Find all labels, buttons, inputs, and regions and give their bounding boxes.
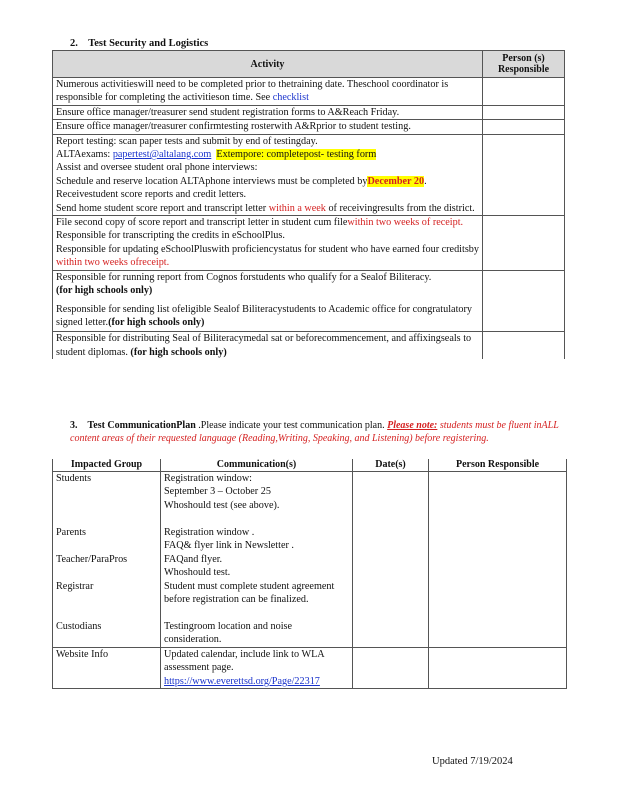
activity-text: Numerous activitieswill need to be completed prior to thetraining date. Theschool coordinator is responsible for completing the activitieson time. See bbox=[56, 79, 449, 104]
activity-cell bbox=[53, 78, 483, 106]
person-cell bbox=[483, 78, 565, 106]
cognos-line: Responsible for running report from Cognos forstudents who qualify for a Sealof Biliteracy. bbox=[56, 271, 432, 283]
within-two-weeks-receipt: within two weeks ofreceipt. bbox=[56, 257, 170, 269]
table-row bbox=[53, 120, 565, 134]
section3-number: 3. bbox=[70, 420, 78, 431]
send-home-text: Send home student score report and transcript letter bbox=[56, 202, 269, 214]
person-cell bbox=[483, 216, 565, 271]
activity-cell bbox=[53, 134, 483, 215]
send-home-rest: of receivingresults from the district. bbox=[325, 202, 475, 214]
group-registrar: Registrar bbox=[56, 581, 94, 592]
activity-cell bbox=[53, 216, 483, 271]
extempore-highlight: Extempore: completepost- testing form bbox=[216, 149, 377, 161]
alta-exams-line bbox=[56, 148, 479, 161]
comm-line: Whoshould test (see above). bbox=[164, 499, 280, 511]
table-row bbox=[53, 270, 565, 332]
comm-line: Whoshould test. bbox=[164, 567, 231, 579]
file-copy-text: File second copy of score report and transcript letter in student cum file bbox=[56, 217, 348, 229]
person-cell bbox=[483, 134, 565, 215]
papertest-email-link[interactable]: papertest@altalang.com bbox=[112, 149, 212, 161]
high-school-note: (for high schools only) bbox=[108, 316, 205, 328]
comm-line: Registration window . bbox=[164, 527, 255, 538]
communication-cell bbox=[161, 648, 353, 689]
transcripting-line: Responsible for transcripting the credits in eSchoolPlus. bbox=[56, 230, 285, 242]
within-week-text: within a week bbox=[268, 202, 326, 214]
person-responsible-header: Person Responsible bbox=[429, 459, 567, 472]
group-cell: Website Info bbox=[53, 648, 161, 689]
comm-registrar bbox=[164, 580, 349, 620]
comm-line: FAQ& flyer link in Newsletter . bbox=[164, 540, 294, 552]
group-students: Students bbox=[56, 473, 92, 484]
please-note-text: students must be fluent inALL content areas of their requested language (Reading,Writing, Speaking, and Listening) before registering. bbox=[70, 420, 559, 444]
comm-line: Updated calendar, include link to WLA assessment page. bbox=[164, 649, 325, 674]
checklist-link[interactable]: checklist bbox=[272, 92, 309, 104]
person-header: Person (s) Responsible bbox=[483, 51, 565, 78]
section2-number: 2. bbox=[70, 38, 78, 49]
activity-cell bbox=[53, 332, 483, 359]
table-row bbox=[53, 134, 565, 215]
updating-text: Responsible for updating eSchoolPluswith proficiencystatus for student who have earned four creditsby bbox=[56, 243, 479, 255]
comm-students bbox=[164, 472, 349, 526]
dates-cell bbox=[353, 472, 429, 648]
table-row bbox=[53, 216, 565, 271]
security-logistics-table bbox=[52, 50, 565, 359]
comm-line: September 3 – October 25 bbox=[164, 486, 271, 498]
person-cell bbox=[429, 472, 567, 648]
group-parents: Parents bbox=[56, 527, 86, 538]
alta-label: ALTAexams: bbox=[56, 149, 113, 161]
communication-cell bbox=[161, 472, 353, 648]
updating-line bbox=[56, 243, 479, 270]
schedule-line bbox=[56, 175, 479, 188]
high-school-note: (for high schools only) bbox=[56, 285, 153, 297]
comm-line: Testingroom location and noise consideration. bbox=[164, 621, 293, 646]
activity-header: Activity bbox=[53, 51, 483, 78]
comm-line: Student must complete student agreement before registration can be finalized. bbox=[164, 581, 335, 606]
table-row bbox=[53, 472, 567, 648]
dates-cell bbox=[353, 648, 429, 689]
table-row bbox=[53, 105, 565, 119]
person-cell bbox=[429, 648, 567, 689]
wla-page-link[interactable]: https://www.everettsd.org/Page/22317 bbox=[164, 675, 320, 687]
impacted-group-header: Impacted Group bbox=[53, 459, 161, 472]
communications-header: Communication(s) bbox=[161, 459, 353, 472]
table-row bbox=[53, 332, 565, 359]
section3-heading bbox=[70, 420, 564, 445]
comm-custodians bbox=[164, 620, 349, 647]
section3-intro: .Please indicate your test communication plan. bbox=[195, 420, 385, 431]
schedule-text: Schedule and reserve location ALTAphone interviews must be completed by bbox=[56, 175, 368, 187]
sending-list-text: Responsible for sending list ofeligible Sealof Biliteracystudents to Academic office for congratulatory signed letter. bbox=[56, 303, 472, 328]
sending-list-line bbox=[56, 303, 479, 330]
within-two-weeks-text: within two weeks of receipt. bbox=[347, 217, 464, 229]
updated-date: Updated 7/19/2024 bbox=[432, 756, 513, 767]
section3-title: Test CommunicationPlan bbox=[87, 420, 196, 431]
high-school-note: (for high schools only) bbox=[127, 346, 227, 358]
communication-plan-table bbox=[52, 459, 567, 689]
table-row bbox=[53, 78, 565, 106]
activity-cell: Ensure office manager/treasurer confirmtesting rosterwith A&Rprior to student testing. bbox=[53, 120, 483, 134]
comm-line: Registration window: bbox=[164, 473, 253, 484]
december-deadline: December 20 bbox=[367, 175, 425, 187]
activity-cell bbox=[53, 270, 483, 332]
schedule-period: . bbox=[424, 175, 427, 187]
person-cell bbox=[483, 120, 565, 134]
distributing-text: Responsible for distributing Seal of Biliteracymedal sat or beforecommencement, and affixingseals to student diplomas. bbox=[56, 333, 472, 358]
person-cell bbox=[483, 105, 565, 119]
receive-line: Receivestudent score reports and credit letters. bbox=[56, 189, 247, 201]
comm-parents bbox=[164, 526, 349, 553]
activity-cell: Ensure office manager/treasurer send student registration forms to A&Reach Friday. bbox=[53, 105, 483, 119]
table-row bbox=[53, 648, 567, 689]
report-testing-line: Report testing: scan paper tests and submit by end of testingday. bbox=[56, 135, 318, 147]
person-cell bbox=[483, 270, 565, 332]
group-teachers: Teacher/ParaPros bbox=[56, 554, 128, 565]
person-cell bbox=[483, 332, 565, 359]
file-copy-line bbox=[56, 216, 479, 229]
group-custodians: Custodians bbox=[56, 621, 102, 632]
section2-title: Test Security and Logistics bbox=[88, 38, 209, 49]
assist-line: Assist and oversee student oral phone interviews: bbox=[56, 162, 258, 174]
comm-line: FAQand flyer. bbox=[164, 554, 223, 565]
please-note-label: Please note: bbox=[387, 420, 438, 431]
send-home-line bbox=[56, 202, 479, 215]
dates-header: Date(s) bbox=[353, 459, 429, 472]
section2-heading bbox=[70, 37, 208, 50]
group-cell bbox=[53, 472, 161, 648]
comm-teachers bbox=[164, 553, 349, 580]
